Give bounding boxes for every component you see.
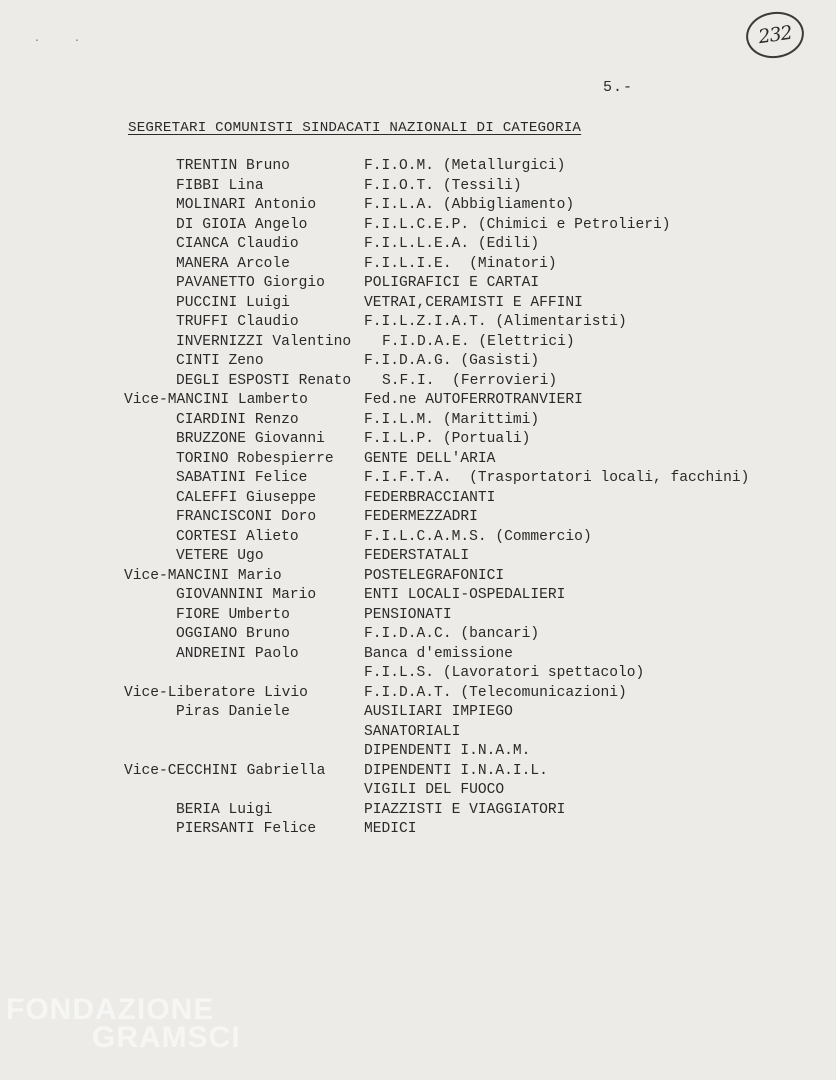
secretary-name: PIERSANTI Felice bbox=[176, 821, 317, 837]
list-row bbox=[0, 216, 836, 236]
union-name: FEDERBRACCIANTI bbox=[364, 489, 496, 506]
list-row bbox=[0, 820, 836, 840]
list-row bbox=[0, 567, 836, 587]
secretary-name: Vice-Liberatore Livio bbox=[124, 684, 308, 701]
list-row bbox=[0, 157, 836, 177]
union-name: POLIGRAFICI E CARTAI bbox=[364, 275, 540, 291]
archive-stamp bbox=[743, 8, 807, 62]
page-number: 5.- bbox=[603, 79, 634, 96]
secretary-name: BERIA Luigi bbox=[176, 801, 273, 818]
list-row bbox=[0, 645, 836, 665]
list-row bbox=[0, 664, 836, 684]
archive-watermark bbox=[6, 993, 241, 1054]
union-name: F.I.L.Z.I.A.T. (Alimentaristi) bbox=[364, 314, 627, 330]
list-row bbox=[0, 781, 836, 801]
list-row bbox=[0, 606, 836, 626]
secretary-name: BRUZZONE Giovanni bbox=[176, 431, 325, 447]
secretary-name: PUCCINI Luigi bbox=[176, 294, 290, 311]
secretary-name: TRUFFI Claudio bbox=[176, 314, 299, 330]
secretary-name: CINTI Zeno bbox=[176, 353, 264, 369]
list-row bbox=[0, 528, 836, 548]
secretary-name: MOLINARI Antonio bbox=[176, 197, 317, 213]
list-row bbox=[0, 274, 836, 294]
union-name: F.I.L.A. (Abbigliamento) bbox=[364, 197, 575, 213]
union-name: F.I.L.I.E. (Minatori) bbox=[364, 255, 557, 272]
union-name: VIGILI DEL FUOCO bbox=[364, 782, 505, 798]
list-row bbox=[0, 294, 836, 314]
list-row bbox=[0, 762, 836, 782]
list-row bbox=[0, 703, 836, 723]
secretary-name: TRENTIN Bruno bbox=[176, 158, 290, 174]
union-name: DIPENDENTI I.N.A.I.L. bbox=[364, 762, 548, 779]
union-name: F.I.L.S. (Lavoratori spettacolo) bbox=[364, 665, 645, 681]
list-row bbox=[0, 430, 836, 450]
list-row bbox=[0, 313, 836, 333]
union-name: GENTE DELL'ARIA bbox=[364, 450, 496, 467]
union-name: F.I.D.A.T. (Telecomunicazioni) bbox=[364, 684, 627, 701]
union-name: F.I.O.M. (Metallurgici) bbox=[364, 158, 566, 174]
secretaries-list bbox=[0, 157, 836, 840]
union-name: S.F.I. (Ferrovieri) bbox=[382, 372, 558, 389]
union-name: F.I.L.P. (Portuali) bbox=[364, 431, 531, 447]
union-name: F.I.D.A.E. (Elettrici) bbox=[382, 333, 575, 350]
union-name: F.I.D.A.C. (bancari) bbox=[364, 626, 540, 642]
union-name: VETRAI,CERAMISTI E AFFINI bbox=[364, 294, 583, 311]
secretary-name: OGGIANO Bruno bbox=[176, 626, 290, 642]
secretary-name: Vice-MANCINI Mario bbox=[124, 567, 282, 584]
secretary-name: FIBBI Lina bbox=[176, 177, 264, 194]
scan-specks: · · bbox=[34, 36, 95, 47]
secretary-name: VETERE Ugo bbox=[176, 548, 264, 564]
secretary-name: MANERA Arcole bbox=[176, 255, 290, 272]
list-row bbox=[0, 625, 836, 645]
list-row bbox=[0, 196, 836, 216]
list-row bbox=[0, 723, 836, 743]
watermark-line-2: GRAMSCI bbox=[92, 1021, 241, 1054]
union-name: F.I.L.C.E.P. (Chimici e Petrolieri) bbox=[364, 216, 671, 233]
list-row bbox=[0, 801, 836, 821]
secretary-name: SABATINI Felice bbox=[176, 470, 308, 486]
secretary-name: FIORE Umberto bbox=[176, 606, 290, 623]
list-row bbox=[0, 177, 836, 197]
union-name: F.I.D.A.G. (Gasisti) bbox=[364, 353, 540, 369]
union-name: MEDICI bbox=[364, 821, 417, 837]
union-name: AUSILIARI IMPIEGO bbox=[364, 704, 513, 720]
union-name: SANATORIALI bbox=[364, 723, 461, 740]
list-row bbox=[0, 411, 836, 431]
secretary-name: PAVANETTO Giorgio bbox=[176, 275, 325, 291]
union-name: POSTELEGRAFONICI bbox=[364, 567, 505, 584]
union-name: F.I.L.C.A.M.S. (Commercio) bbox=[364, 528, 592, 545]
list-row bbox=[0, 235, 836, 255]
union-name: FEDERMEZZADRI bbox=[364, 509, 478, 525]
watermark-line-1: FONDAZIONE bbox=[6, 993, 215, 1026]
union-name: DIPENDENTI I.N.A.M. bbox=[364, 743, 531, 759]
secretary-name: TORINO Robespierre bbox=[176, 450, 334, 467]
list-row bbox=[0, 469, 836, 489]
list-row bbox=[0, 333, 836, 353]
secretary-name: INVERNIZZI Valentino bbox=[176, 333, 352, 350]
secretary-name: DI GIOIA Angelo bbox=[176, 216, 308, 233]
secretary-name: ANDREINI Paolo bbox=[176, 645, 299, 662]
secretary-name: DEGLI ESPOSTI Renato bbox=[176, 372, 352, 389]
secretary-name: Vice-MANCINI Lamberto bbox=[124, 392, 308, 408]
union-name: Banca d'emissione bbox=[364, 645, 513, 662]
document-heading: SEGRETARI COMUNISTI SINDACATI NAZIONALI DI CATEGORIA bbox=[128, 120, 582, 136]
union-name: F.I.O.T. (Tessili) bbox=[364, 177, 522, 194]
list-row bbox=[0, 372, 836, 392]
secretary-name: CORTESI Alieto bbox=[176, 528, 299, 545]
list-row bbox=[0, 255, 836, 275]
union-name: Fed.ne AUTOFERROTRANVIERI bbox=[364, 392, 583, 408]
secretary-name: GIOVANNINI Mario bbox=[176, 587, 317, 603]
secretary-name: Vice-CECCHINI Gabriella bbox=[124, 762, 326, 779]
secretary-name: FRANCISCONI Doro bbox=[176, 509, 317, 525]
list-row bbox=[0, 684, 836, 704]
secretary-name: CIARDINI Renzo bbox=[176, 411, 299, 428]
union-name: F.I.L.L.E.A. (Edili) bbox=[364, 236, 540, 252]
union-name: F.I.L.M. (Marittimi) bbox=[364, 411, 540, 428]
union-name: ENTI LOCALI-OSPEDALIERI bbox=[364, 587, 566, 603]
list-row bbox=[0, 391, 836, 411]
list-row bbox=[0, 450, 836, 470]
list-row bbox=[0, 508, 836, 528]
secretary-name: CALEFFI Giuseppe bbox=[176, 489, 317, 506]
union-name: FEDERSTATALI bbox=[364, 548, 470, 564]
list-row bbox=[0, 742, 836, 762]
list-row bbox=[0, 586, 836, 606]
list-row bbox=[0, 352, 836, 372]
archive-stamp-number: 232 bbox=[756, 21, 793, 49]
list-row bbox=[0, 547, 836, 567]
union-name: F.I.F.T.A. (Trasportatori locali, facchini) bbox=[364, 470, 750, 486]
union-name: PIAZZISTI E VIAGGIATORI bbox=[364, 801, 566, 818]
secretary-name: CIANCA Claudio bbox=[176, 236, 299, 252]
secretary-name: Piras Daniele bbox=[176, 704, 290, 720]
union-name: PENSIONATI bbox=[364, 606, 452, 623]
list-row bbox=[0, 489, 836, 509]
